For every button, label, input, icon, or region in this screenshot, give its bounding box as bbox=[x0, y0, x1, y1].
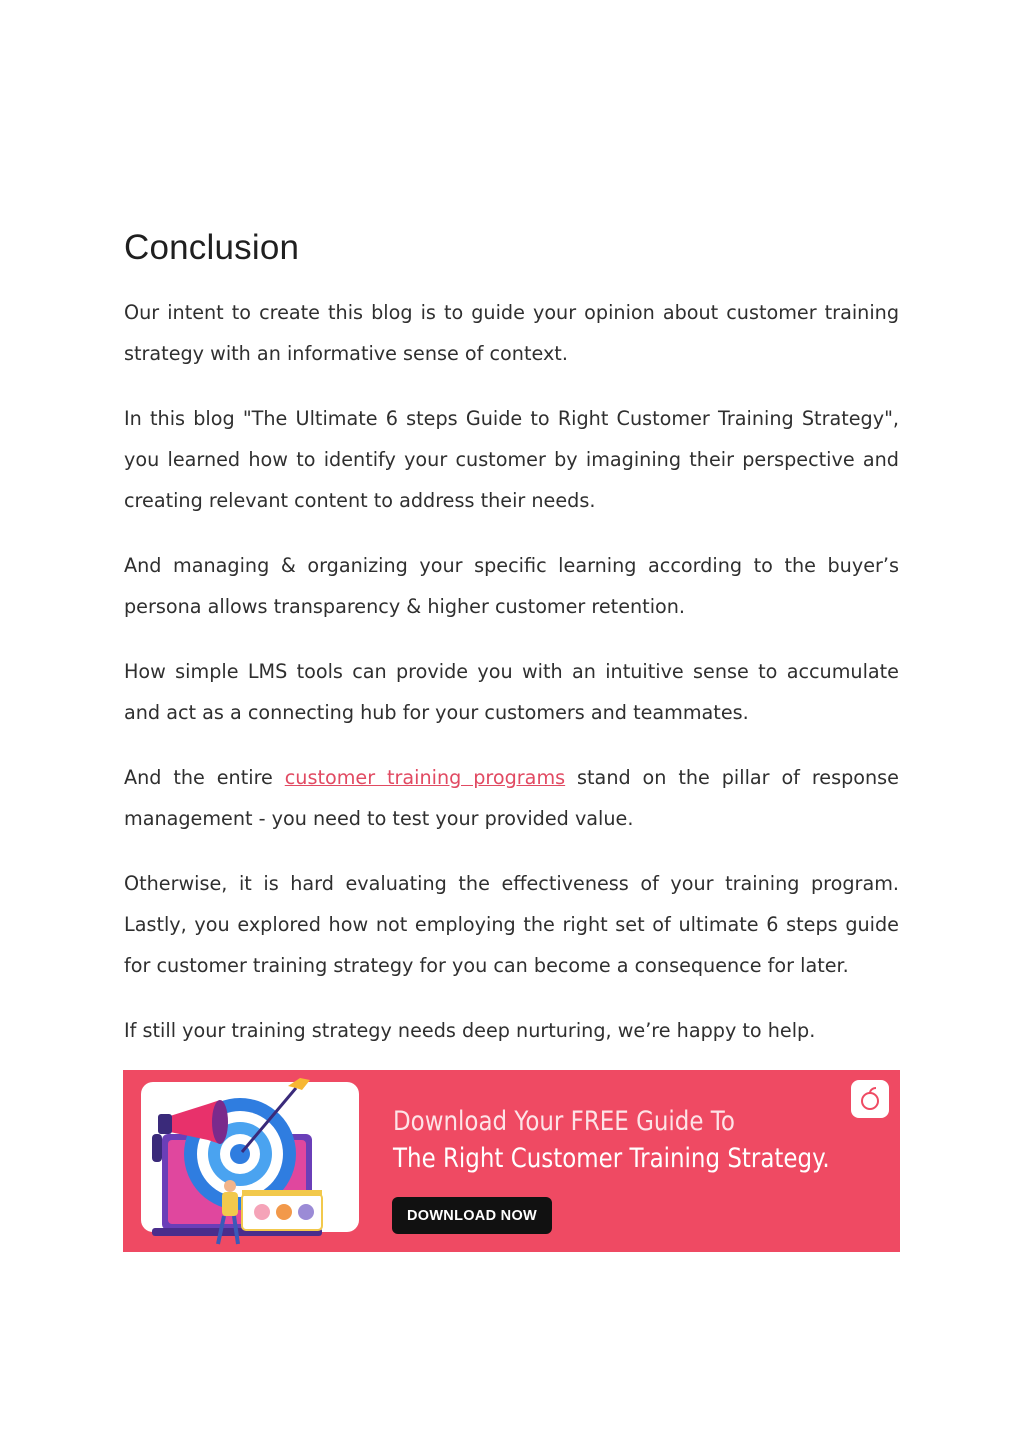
brand-logo-icon bbox=[851, 1080, 889, 1118]
paragraph-blog-summary: In this blog "The Ultimate 6 steps Guide to Right Customer Training Strategy", you learned how to identify your customer by imagining their perspective and creating relevant content to address their needs. bbox=[124, 407, 899, 512]
page-title: Conclusion bbox=[124, 228, 300, 267]
banner-headline-line1: Download Your FREE Guide To bbox=[393, 1106, 735, 1137]
banner-headline-line2: The Right Customer Training Strategy. bbox=[393, 1143, 830, 1174]
paragraph-effectiveness: Otherwise, it is hard evaluating the effectiveness of your training program. Lastly, you explored how not employing the right set of ultimate 6 steps guide for customer training strategy for you can become a consequence for later. bbox=[124, 872, 899, 977]
paragraph-intent: Our intent to create this blog is to guide your opinion about customer training strategy with an informative sense of context. bbox=[124, 301, 899, 365]
paragraph-persona: And managing & organizing your specific learning according to the buyer’s persona allows transparency & higher customer retention. bbox=[124, 554, 899, 618]
paragraph-help: If still your training strategy needs deep nurturing, we’re happy to help. bbox=[124, 1019, 816, 1042]
paragraph-text-after-link: stand on the pillar of response management - you need to test your provided value. bbox=[124, 766, 899, 830]
paragraph-text-before-link: And the entire bbox=[124, 766, 285, 789]
paragraph-lms-tools: How simple LMS tools can provide you with an intuitive sense to accumulate and act as a connecting hub for your customers and teammates. bbox=[124, 660, 899, 724]
paragraph-training-programs bbox=[124, 757, 899, 839]
download-guide-banner[interactable] bbox=[123, 1070, 900, 1252]
article-body bbox=[124, 228, 899, 1075]
customer-training-programs-link[interactable]: customer training programs bbox=[284, 766, 566, 789]
target-megaphone-illustration-icon bbox=[138, 1074, 338, 1252]
download-now-button[interactable]: DOWNLOAD NOW bbox=[392, 1197, 552, 1234]
